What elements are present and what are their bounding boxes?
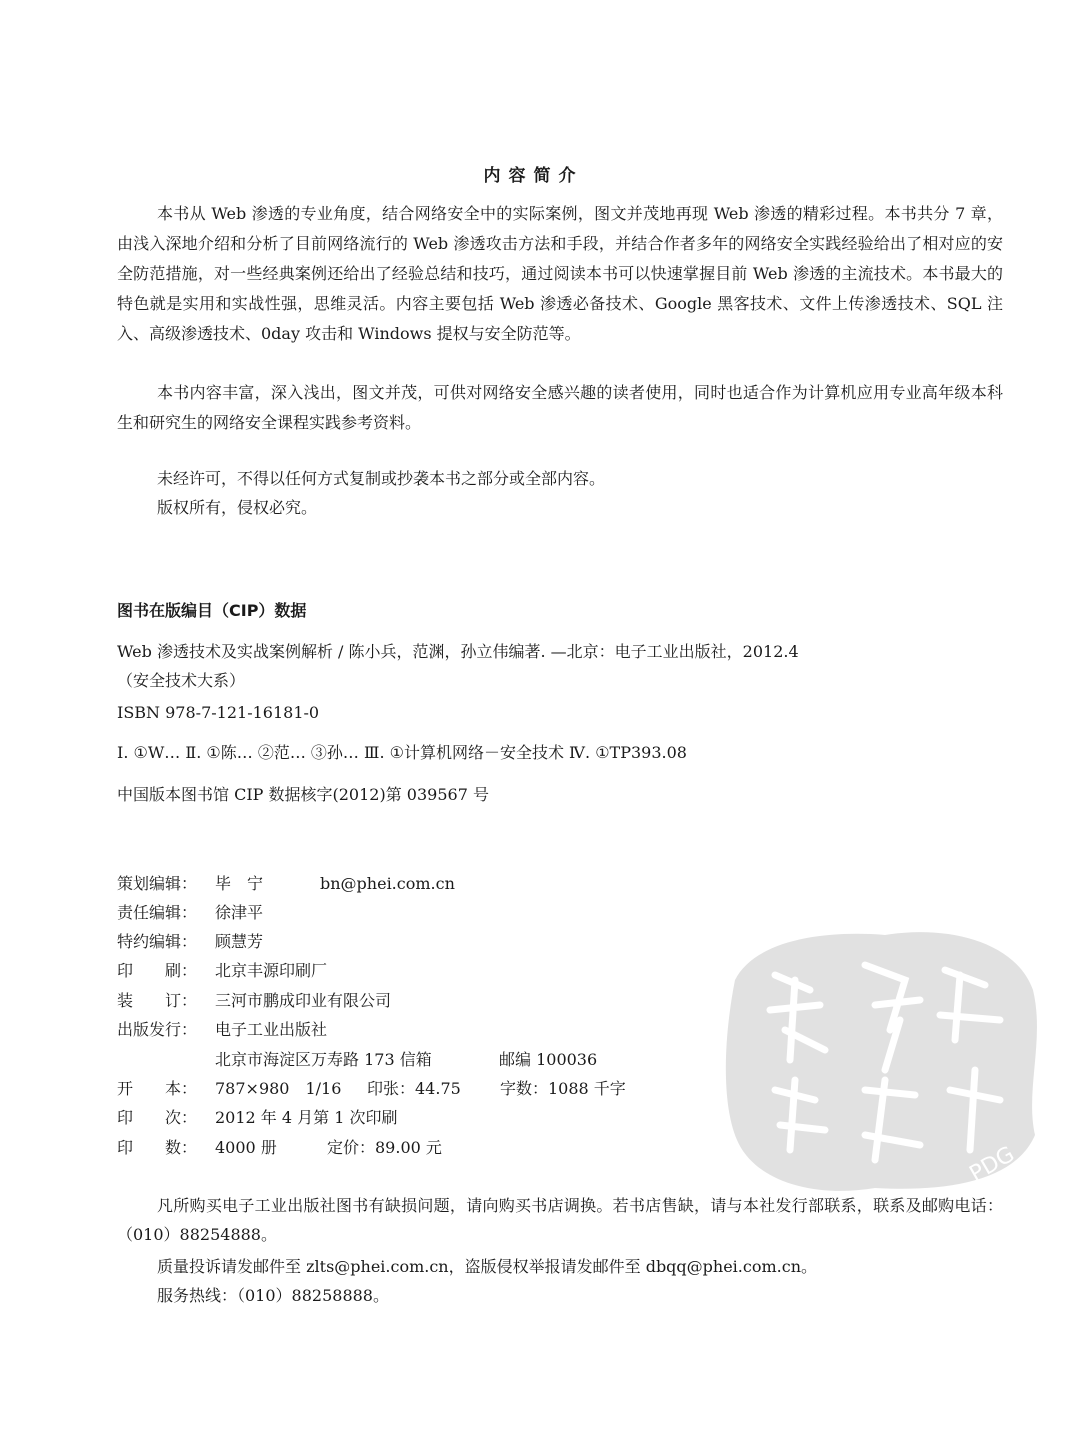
credit-edition [117, 1108, 398, 1128]
credit-printer [117, 961, 327, 981]
rights-reserved: 版权所有，侵权必究。 [157, 498, 318, 517]
credit-responsible-editor [117, 903, 263, 923]
complaint-email-line: 质量投诉请发邮件至 zlts@phei.com.cn，盗版侵权举报请发邮件至 dbqq@phei.com.cn。 [157, 1257, 818, 1276]
credit-label: 特约编辑： [117, 932, 198, 951]
credit-label: 印 次： [117, 1108, 198, 1127]
service-notice: 凡所购买电子工业出版社图书有缺损问题，请向购买书店调换。若书店售缺，请与本社发行部联系，联系及邮购电话：（010）88254888。 [117, 1196, 1003, 1244]
credit-value: 2012 年 4 月第 1 次印刷 [215, 1108, 398, 1127]
page-heading: 内容简介 [483, 166, 584, 186]
credit-planning-editor [117, 874, 455, 894]
credit-value: 北京丰源印刷厂 [215, 961, 328, 980]
postcode: 邮编 100036 [499, 1050, 598, 1069]
word-count: 字数：1088 千字 [500, 1079, 626, 1098]
credit-label: 装 订： [117, 991, 198, 1010]
credit-value: 电子工业出版社 [215, 1020, 328, 1039]
cip-isbn: ISBN 978-7-121-16181-0 [117, 703, 320, 722]
credit-value: 顾慧芳 [215, 932, 264, 951]
price: 定价：89.00 元 [327, 1138, 442, 1157]
planning-email: bn@phei.com.cn [320, 874, 455, 893]
credit-label: 责任编辑： [117, 903, 198, 922]
copyright-notice: 未经许可，不得以任何方式复制或抄袭本书之部分或全部内容。 [157, 469, 606, 488]
address: 北京市海淀区万寿路 173 信箱 [215, 1050, 432, 1069]
credit-label: 策划编辑： [117, 874, 198, 893]
service-hotline: 服务热线：（010）88258888。 [157, 1286, 389, 1305]
seal-text: PDG [965, 1141, 1019, 1188]
credit-print-count [117, 1138, 442, 1158]
format-value: 787×980 1/16 [215, 1079, 342, 1098]
print-sheets: 印张：44.75 [367, 1079, 461, 1098]
credit-value: 徐津平 [215, 903, 264, 922]
credit-value: 三河市鹏成印业有限公司 [215, 991, 392, 1010]
cip-series: （安全技术大系） [117, 671, 246, 690]
cip-title-line: Web 渗透技术及实战案例解析 / 陈小兵，范渊，孙立伟编著. —北京：电子工业出版社，2012.4 [117, 642, 799, 661]
cip-classification: Ⅰ. ①W… Ⅱ. ①陈… ②范… ③孙… Ⅲ. ①计算机网络－安全技术 Ⅳ. ①TP393.08 [117, 743, 687, 762]
cip-heading: 图书在版编目（CIP）数据 [117, 601, 307, 620]
credit-binding [117, 991, 391, 1011]
credit-label: 开 本： [117, 1079, 198, 1098]
intro-paragraph-2: 本书内容丰富，深入浅出，图文并茂，可供对网络安全感兴趣的读者使用，同时也适合作为计算机应用专业高年级本科生和研究生的网络安全课程实践参考资料。 [117, 383, 1003, 432]
credit-publisher [117, 1020, 327, 1040]
credit-label: 印 刷： [117, 961, 198, 980]
watermark-seal [715, 920, 1045, 1200]
seal-graphic [715, 920, 1045, 1200]
print-count: 4000 册 [215, 1138, 277, 1157]
publisher-address [215, 1050, 597, 1070]
intro-paragraph-1: 本书从 Web 渗透的专业角度，结合网络安全中的实际案例，图文并茂地再现 Web 渗透的精彩过程。本书共分 7 章，由浅入深地介绍和分析了目前网络流行的 Web 渗透攻击方法和手段，并结合作者多年的网络安全实践经验给出了相对应的安全防范措施，对一些经典案例还给出了经验总结和技巧，通过阅读本书可以快速掌握目前 Web 渗透的主流技术。本书最大的特色就是实用和实战性强，思维灵活。内容主要包括 Web 渗透必备技术、Google 黑客技术、文件上传渗透技术、SQL 注入、高级渗透技术、0day 攻击和 Windows 提权与安全防范等。 [117, 204, 1003, 343]
credit-format [117, 1079, 626, 1099]
cip-record-number: 中国版本图书馆 CIP 数据核字(2012)第 039567 号 [117, 785, 489, 804]
credit-label: 出版发行： [117, 1020, 198, 1039]
credit-label: 印 数： [117, 1138, 198, 1157]
credit-value: 毕 宁 [215, 874, 264, 893]
credit-special-editor [117, 932, 263, 952]
